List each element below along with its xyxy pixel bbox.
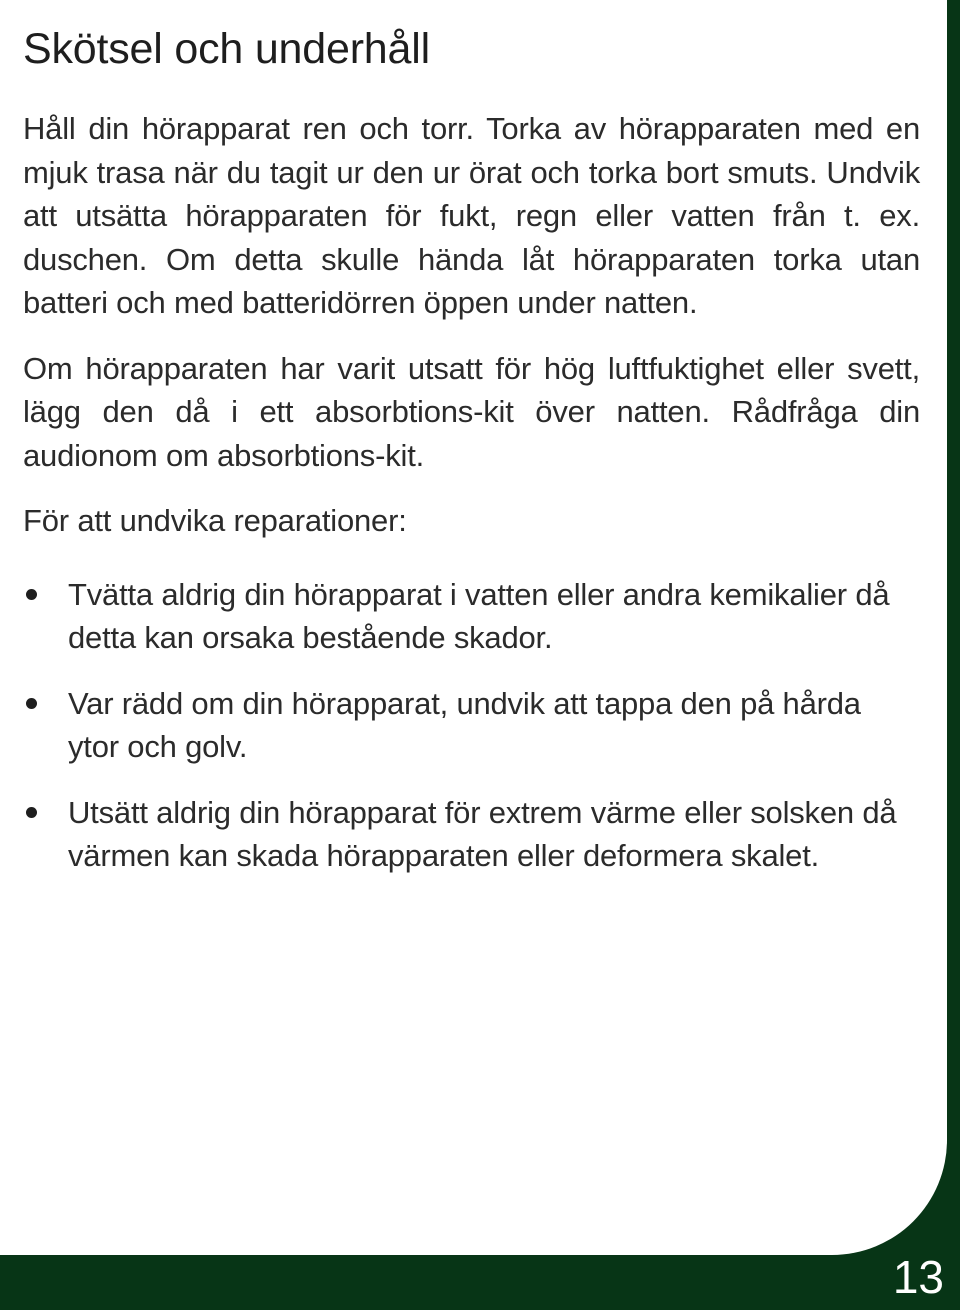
repairs-intro: För att undvika reparationer:: [23, 503, 407, 539]
list-item: [23, 791, 920, 878]
list-item-text: Utsätt aldrig din hörapparat för extrem värme eller solsken då värmen kan skada hörapparaten eller deformera skalet.: [68, 794, 897, 874]
bullet-icon: [26, 589, 37, 600]
list-item: [23, 682, 920, 769]
bullet-icon: [26, 698, 37, 709]
bullet-icon: [26, 807, 37, 818]
humidity-paragraph: Om hörapparaten har varit utsatt för hög luftfuktighet eller svett, lägg den då i ett absorbtions-kit över natten. Rådfråga din audionom om absorbtions-kit.: [23, 350, 920, 473]
list-item-text: Var rädd om din hörapparat, undvik att tappa den på hårda ytor och golv.: [68, 685, 861, 765]
page-number: 13: [892, 1251, 944, 1303]
list-item-text: Tvätta aldrig din hörapparat i vatten eller andra kemikalier då detta kan orsaka bestående skador.: [68, 576, 890, 656]
bullet-list: [23, 573, 920, 878]
section-title: Skötsel och underhåll: [23, 25, 430, 73]
care-paragraph: Håll din hörapparat ren och torr. Torka av hörapparaten med en mjuk trasa när du tagit ur den ur örat och torka bort smuts. Undvik att utsätta hörapparaten för fukt, regn eller vatten från t. ex. duschen. Om detta skulle hända låt hörapparaten torka utan batteri och med batteridörren öppen under natten.: [23, 111, 920, 321]
list-item: [23, 573, 920, 660]
